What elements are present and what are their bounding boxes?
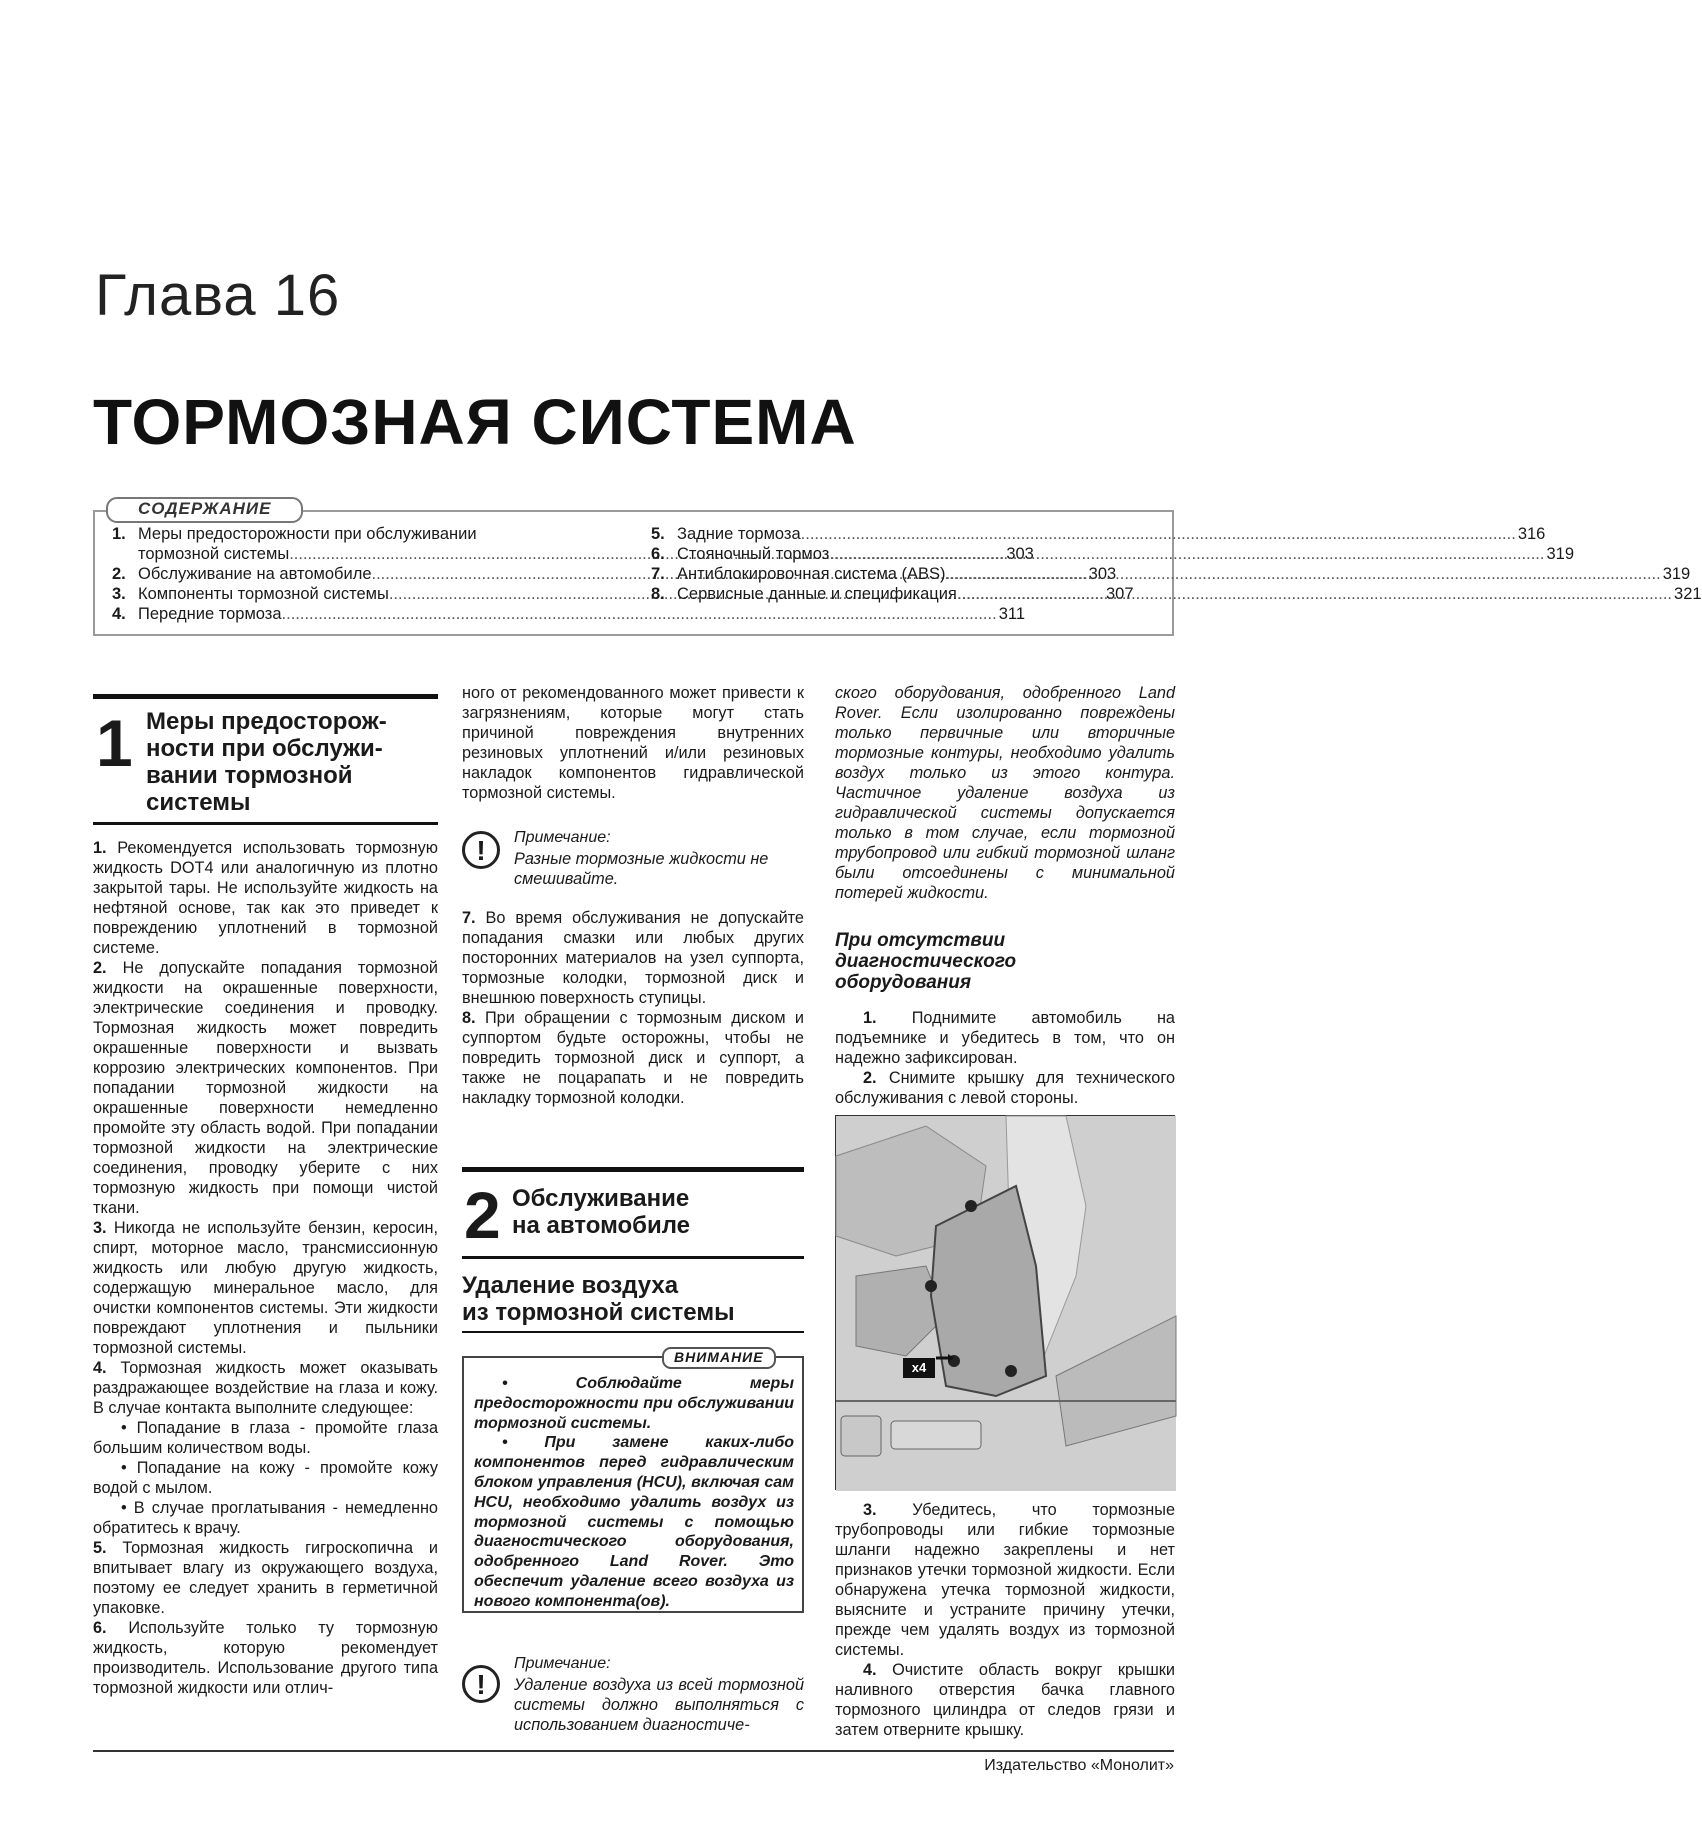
toc-entry-number: 3.	[112, 585, 126, 603]
paragraph: 5. Тормозная жидкость гигроскопична и впитывает влагу из окружающего воздуха, поэтому ее следует хранить в герметичной упаковке.	[93, 1539, 438, 1617]
toc-entry[interactable]	[112, 604, 1025, 624]
section-rule	[462, 1256, 804, 1259]
toc-entry-title: Передние тормоза	[138, 605, 282, 623]
toc-entry-page: 321	[1674, 585, 1702, 603]
note-block	[462, 1655, 804, 1735]
exclamation-icon: !	[462, 1665, 500, 1703]
paragraph: 4. Очистите область вокруг крышки наливного отверстия бачка главного тормозного цилиндра от следов грязи и затем отверните крышку.	[835, 1661, 1175, 1739]
toc-entry-title: Антиблокировочная система (ABS)	[677, 565, 946, 583]
toc-entry-number: 8.	[651, 585, 665, 603]
column-1	[93, 838, 438, 1698]
section-title: Обслуживание на автомобиле	[512, 1185, 691, 1239]
toc-entry-number: 2.	[112, 565, 126, 583]
exclamation-icon: !	[462, 831, 500, 869]
toc-entry-title: Сервисные данные и спецификация	[677, 585, 957, 603]
paragraph: 2. Снимите крышку для технического обслуживания с левой стороны.	[835, 1069, 1175, 1107]
paragraph: 4. Тормозная жидкость может оказывать раздражающее воздействие на глаза и кожу. В случае контакта выполните следующее:	[93, 1359, 439, 1417]
paragraph: ного от рекомендованного может привести к загрязнениям, которые могут стать причиной повреждения внутренних резиновых уплотнений и/или резиновых накладок компонентов гидравлической тормозной системы.	[462, 684, 804, 802]
toc-entry-page: 316	[1517, 525, 1546, 543]
footer-rule	[93, 1750, 1174, 1752]
toc-entry-title: Компоненты тормозной системы	[138, 585, 389, 603]
paragraph: ского оборудования, одобренного Land Rover. Если изолированно повреждены только первичные или вторичные тормозные контуры, необходимо удалить воздух только из этого контура. Частичное удаление воздуха из гидравлической системы допускается только в том случае, если тормозной трубопровод или гибкий тормозной шланг были отсоединены с минимальной потерей жидкости.	[835, 684, 1175, 902]
publisher-footer: Издательство «Монолит»	[984, 1757, 1174, 1774]
toc-entry[interactable]	[651, 564, 1691, 584]
subheading: Удаление воздуха из тормозной системы	[462, 1272, 735, 1326]
service-cover-illustration	[836, 1116, 1176, 1491]
column-3-top	[835, 683, 1175, 903]
toc-entry-number: 5.	[651, 525, 665, 543]
warning-item: • При замене каких-либо компонентов перед гидравлическим блоком управления (HCU), включая сам HCU, необходимо удалить воздух из тормозной системы с помощью диагностического оборудования, одобренного Land Rover. Это обеспечит удаление всего воздуха из нового компонента(ов).	[474, 1434, 794, 1610]
toc-entry-title: Меры предосторожности при обслуживании	[138, 525, 477, 543]
chapter-heading: Глава 16	[95, 263, 341, 328]
toc-entry-page: 311	[998, 605, 1025, 623]
paragraph: 6. Используйте только ту тормозную жидкость, которую рекомендует производитель. Использование другого типа тормозной жидкости или отлич-	[93, 1619, 438, 1697]
toc-entry-page: 303	[1006, 545, 1034, 563]
toc-entry[interactable]	[112, 524, 615, 544]
paragraph: 3. Убедитесь, что тормозные трубопроводы или гибкие тормозные шланги надежно закреплены и нет признаков утечки тормозной жидкости. Если обнаружена утечка тормозной жидкости, выясните и устраните причину утечки, прежде чем удалять воздух из тормозной системы.	[835, 1501, 1175, 1659]
warning-text	[474, 1374, 794, 1612]
toc-entry-page: 307	[1105, 585, 1134, 603]
note-text: Удаление воздуха из всей тормозной системы должно выполняться с использованием диагностиче-	[514, 1676, 804, 1734]
paragraph: 1. Поднимите автомобиль на подъемнике и убедитесь в том, что он надежно зафиксирован.	[835, 1009, 1175, 1067]
toc-entry-number: 6.	[651, 545, 665, 563]
bullet-item: • В случае проглатывания - немедленно обратитесь к врачу.	[93, 1499, 438, 1537]
note-text: Разные тормозные жидкости не смешивайте.	[514, 850, 769, 888]
note-block	[462, 829, 804, 889]
warning-item: • Соблюдайте меры предосторожности при обслуживании тормозной системы.	[474, 1375, 794, 1432]
toc-entry-number: 1.	[112, 525, 126, 543]
toc-entry-title: Обслуживание на автомобиле	[138, 565, 372, 583]
note-heading: Примечание:	[514, 1655, 611, 1672]
toc-entry-page: 303	[1088, 565, 1117, 583]
page-title: ТОРМОЗНАЯ СИСТЕМА	[93, 386, 857, 458]
callout-label: x4	[903, 1358, 935, 1378]
bullet-item: • Попадание на кожу - промойте кожу водой с мылом.	[93, 1459, 438, 1497]
note-heading: Примечание:	[514, 829, 611, 846]
toc-right-column	[651, 524, 1702, 604]
service-cover-photo	[835, 1115, 1175, 1490]
section-title: Меры предосторож- ности при обслужи- вании тормозной системы	[146, 708, 387, 816]
column-2-middle	[462, 908, 804, 1108]
toc-entry-title: Стояночный тормоз	[677, 545, 830, 563]
paragraph: 2. Не допускайте попадания тормозной жидкости на окрашенные поверхности, электрические соединения и проводку. Тормозная жидкость может повредить окрашенные поверхности и вызвать коррозию электрических компонентов. При попадании тормозной жидкости на окрашенные поверхности немедленно промойте эту область водой. При попадании тормозной жидкости на электрические соединения, проводку уберите с них тормозную жидкость при помощи чистой ткани.	[93, 959, 438, 1217]
toc-entry-page: 319	[1546, 545, 1574, 563]
toc-label: СОДЕРЖАНИЕ	[106, 497, 303, 523]
paragraph: 1. Рекомендуется использовать тормозную жидкость DOT4 или аналогичную из плотно закрытой тары. Не используйте жидкость на нефтяной основе, так как это приведет к повреждению уплотнений в тормозной системе.	[93, 839, 438, 957]
toc-entry-number: 7.	[651, 565, 665, 583]
paragraph: 7. Во время обслуживания не допускайте попадания смазки или любых других посторонних материалов на узел суппорта, тормозные колодки, тормозной диск и внешнюю поверхность ступицы.	[462, 909, 804, 1007]
toc-entry-title: тормозной системы	[138, 545, 290, 563]
section-rule	[93, 694, 438, 699]
section-rule	[93, 822, 438, 825]
section-rule	[462, 1167, 804, 1172]
paragraph: 3. Никогда не используйте бензин, керосин, спирт, моторное масло, трансмиссионную жидкость или любую другую жидкость, содержащую минеральное масло, для очистки компонентов системы. Эти жидкости повреждают уплотнения и пыльники тормозной системы.	[93, 1219, 438, 1357]
toc-entry-page: 319	[1662, 565, 1691, 583]
column-2-top	[462, 683, 804, 803]
warning-label: ВНИМАНИЕ	[662, 1347, 776, 1369]
column-3-bottom	[835, 1500, 1175, 1740]
toc-entry[interactable]	[651, 524, 1546, 544]
subheading: При отсутствии диагностического оборудования	[835, 930, 1017, 993]
section-number: 2	[464, 1178, 501, 1252]
section-number: 1	[96, 706, 133, 780]
toc-entry[interactable]	[651, 544, 1574, 564]
toc-entry-number: 4.	[112, 605, 126, 623]
paragraph: 8. При обращении с тормозным диском и суппортом будьте осторожны, чтобы не повредить тормозной диск и суппорт, а также не поцарапать и не повредить накладку тормозной колодки.	[462, 1009, 804, 1107]
subheading-rule	[462, 1331, 804, 1333]
toc-entry[interactable]	[651, 584, 1702, 604]
column-3-steps	[835, 1008, 1175, 1108]
bullet-item: • Попадание в глаза - промойте глаза большим количеством воды.	[93, 1419, 438, 1457]
toc-entry-title: Задние тормоза	[677, 525, 801, 543]
